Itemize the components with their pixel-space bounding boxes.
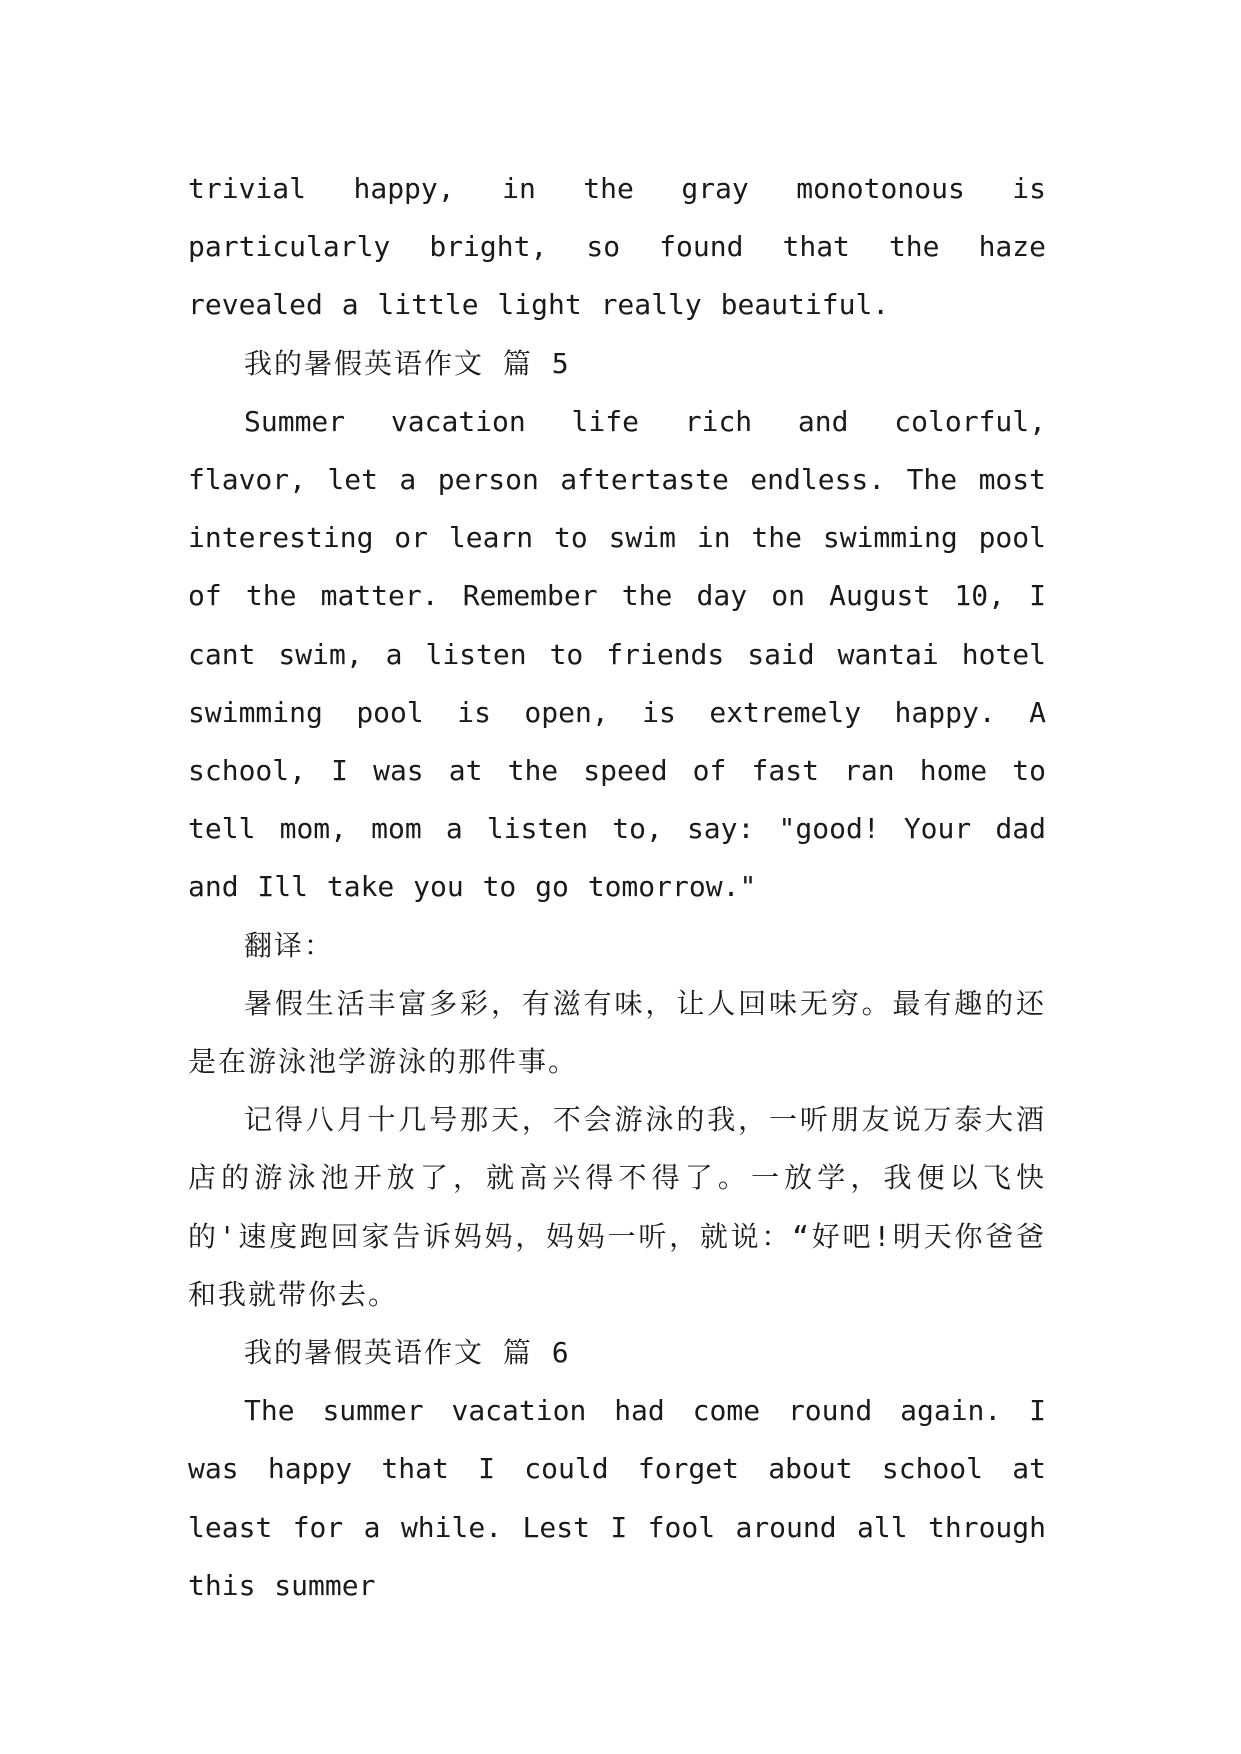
continuation-paragraph: trivial happy, in the gray monotonous is particularly bright, so found that the haze revealed a little light really beautiful. xyxy=(188,172,1046,322)
document-page xyxy=(188,160,1046,1615)
essay-5-translation-paragraph-2: 记得八月十几号那天，不会游泳的我，一听朋友说万泰大酒店的游泳池开放了，就高兴得不得了。一放学，我便以飞快的'速度跑回家告诉妈妈，妈妈一听，就说：“好吧!明天你爸爸和我就带你去。 xyxy=(188,1103,1046,1311)
section-heading-5: 我的暑假英语作文 篇 5 xyxy=(244,346,571,380)
essay-5-english-paragraph: Summer vacation life rich and colorful, flavor, let a person aftertaste endless. The most interesting or learn to swim in the swimming pool of the matter. Remember the day on August 10, I cant swim, a listen to friends said wantai hotel swimming pool is open, is extremely happy. A school, I was at the speed of fast ran home to tell mom, mom a listen to, say: "good! Your dad and Ill take you to go tomorrow." xyxy=(188,404,1046,904)
section-heading-6: 我的暑假英语作文 篇 6 xyxy=(244,1336,571,1370)
essay-6-english-paragraph: The summer vacation had come round again. I was happy that I could forget about school at least for a while. Lest I fool around all through this summer xyxy=(188,1394,1046,1602)
essay-5-translation-paragraph-1: 暑假生活丰富多彩，有滋有味，让人回味无穷。最有趣的还是在游泳池学游泳的那件事。 xyxy=(188,986,1046,1079)
translation-label: 翻译： xyxy=(244,928,335,962)
